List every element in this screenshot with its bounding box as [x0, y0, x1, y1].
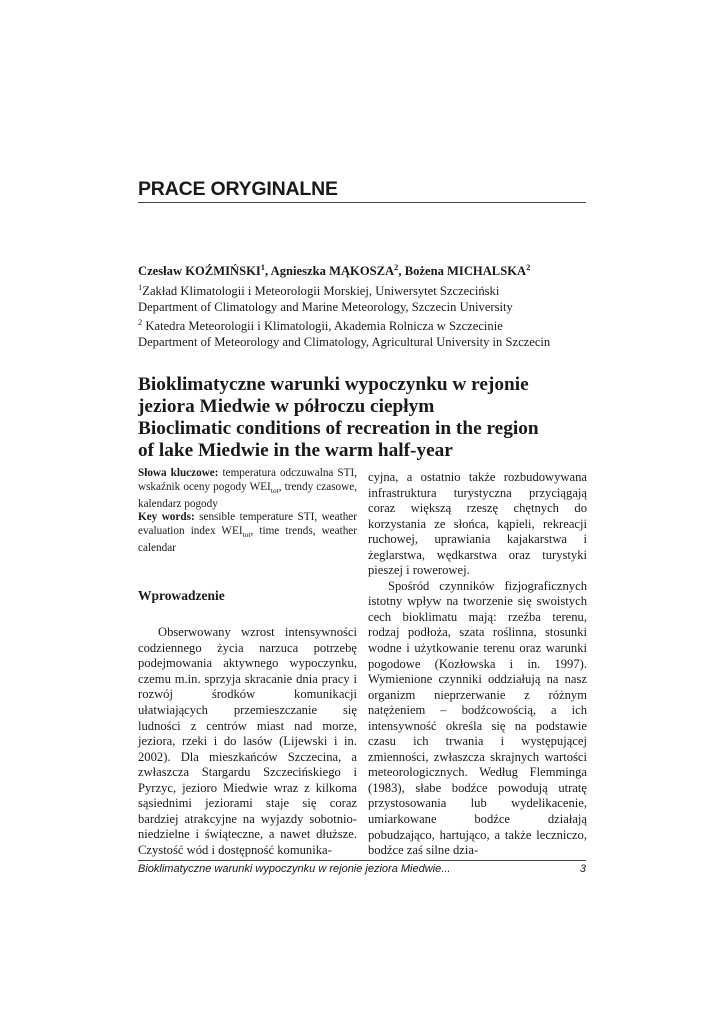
- author-list: [138, 262, 530, 279]
- author-name: Czesław KOŹMIŃSKI: [138, 264, 261, 279]
- author-affiliation-mark: 1: [260, 262, 266, 272]
- author-separator: ,: [265, 264, 271, 279]
- affiliation-line: [138, 280, 550, 300]
- keywords-text: sensible temperature STI, weather evaluation index WEI: [138, 511, 357, 538]
- affiliation-line: [138, 300, 550, 316]
- left-column: [138, 467, 357, 858]
- author-affiliation-mark: 2: [526, 262, 531, 272]
- title-line: jeziora Miedwie w półroczu ciepłym: [138, 396, 435, 417]
- running-footer: Bioklimatyczne warunki wypoczynku w rejonie jeziora Miedwie...: [138, 863, 451, 875]
- footer-divider: [138, 860, 586, 861]
- keywords-text: , trendy czasowe, kalendarz pogody: [138, 480, 357, 510]
- affiliation-line: [138, 335, 550, 351]
- affiliation-line: [138, 315, 550, 335]
- affiliation-text: Zakład Klimatologii i Meteorologii Morskiej, Uniwersytet Szczeciński: [142, 284, 500, 299]
- affiliation-text: Katedra Meteorologii i Klimatologii, Akademia Rolnicza w Szczecinie: [142, 319, 503, 334]
- article-title: [138, 374, 539, 462]
- keywords-label: Słowa kluczowe:: [138, 467, 219, 479]
- keywords-text: , time trends, weather calendar: [138, 525, 357, 554]
- intro-heading: Wprowadzenie: [138, 587, 225, 603]
- title-line: Bioclimatic conditions of recreation in the region: [138, 418, 539, 439]
- affiliation-text: Department of Climatology and Marine Meteorology, Szczecin University: [138, 299, 513, 314]
- affiliation-text: Department of Meteorology and Climatology, Agricultural University in Szczecin: [138, 334, 551, 349]
- section-divider: [138, 202, 586, 203]
- page-number: 3: [579, 863, 586, 875]
- author-name: Bożena MICHALSKA: [404, 264, 527, 279]
- author-affiliation-mark: 2: [394, 262, 399, 272]
- keywords-polish: [138, 467, 357, 511]
- body-paragraph: Obserwowany wzrost intensywności codziennego życia narzuca potrzebę podejmowania aktywnego wypoczynku, czemu m.in. sprzyja skracanie dnia pracy i rozwój środków komunikacji ułatwiających przemieszczanie się ludności z centrów miast nad morze, jeziora, rzeki i do lasów (Lijewski i in. 2002). Dla mieszkańców Szczecina, a zwłaszcza Stargardu Szczecińskiego i Pyrzyc, jezioro Miedwie wraz z kilkoma sąsiednimi jeziorami staje się coraz bardziej atrakcyjne na wyjazdy sobotnio-niedzielne i świąteczne, a nawet dłuższe. Czystość wód i dostępność komunika-: [138, 625, 357, 857]
- keywords-text: temperatura odczuwalna STI, wskaźnik oceny pogody WEI: [138, 467, 357, 493]
- title-line: Bioklimatyczne warunki wypoczynku w rejonie: [138, 374, 529, 395]
- affiliation-mark: 2: [138, 317, 143, 328]
- affiliation-mark: 1: [138, 282, 143, 292]
- section-title: PRACE ORYGINALNE: [138, 178, 338, 200]
- keywords-subscript: tot: [242, 530, 251, 540]
- title-line: of lake Miedwie in the warm half-year: [138, 440, 453, 461]
- keywords-english: [138, 511, 357, 555]
- body-paragraph: cyjna, a ostatnio także rozbudowywana infrastruktura turystyczna przyciągają coraz większą rzeszę chętnych do korzystania ze słońca, kąpieli, rekreacji ruchowej, uprawiania kajakarstwa i żeglarstwa, wędkarstwa oraz turystyki pieszej i rowerowej.: [368, 470, 587, 578]
- affiliation-list: [138, 280, 550, 350]
- body-paragraph: Spośród czynników fizjograficznych istotny wpływ na tworzenie się swoistych cech bioklimatu mają: rzeźba terenu, rodzaj podłoża, szata roślinna, stosunki wodne i użytkowanie terenu oraz warunki pogodowe (Kozłowska i in. 1997). Wymienione czynniki oddziałują na nasz organizm nieprzerwanie z różnym natężeniem – bodźcowością, a ich intensywność określa się na podstawie czasu ich trwania i występującej zmienności, zwłaszcza skrajnych wartości meteorologicznych. Według Flemminga (1983), słabe bodźce powodują utratę przystosowania lub wydelikacenie, umiarkowane bodźce działają pobudzająco, hartująco, a także leczniczo, bodźce zaś silne dzia-: [368, 578, 587, 858]
- keywords-subscript: tot: [270, 485, 279, 495]
- author-name: Agnieszka MĄKOSZA: [270, 264, 395, 279]
- author-separator: ,: [398, 264, 405, 279]
- right-column: [368, 470, 587, 859]
- keywords-label: Key words:: [138, 511, 195, 524]
